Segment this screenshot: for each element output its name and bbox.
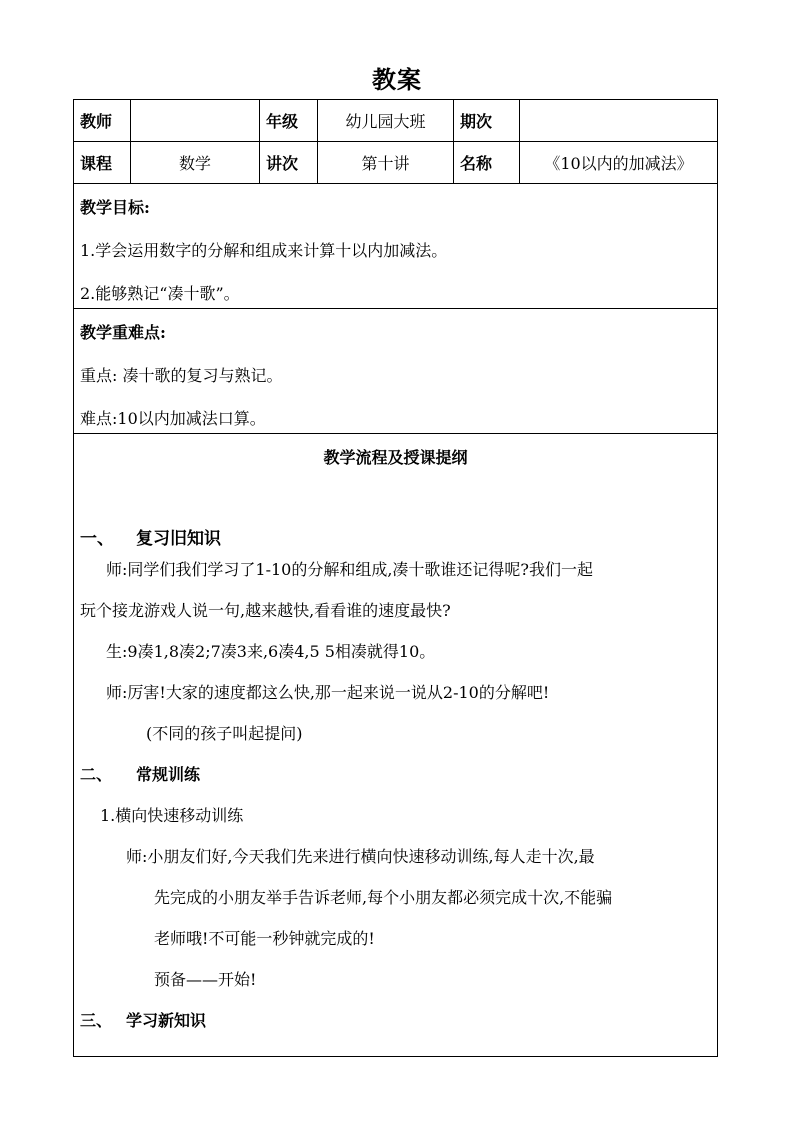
section-number: 三、 [80,1011,113,1030]
section-title: 常规训练 [136,765,201,784]
key-point-item: 难点:10以内加减法口算。 [80,409,266,428]
grade-value: 幼儿园大班 [318,100,454,142]
paragraph-line: 师:小朋友们好,今天我们先来进行横向快速移动训练,每人走十次,最 [126,847,595,866]
key-point-item: 重点: 凑十歌的复习与熟记。 [80,366,283,385]
course-label: 课程 [74,142,131,184]
objectives-cell [74,184,718,309]
section-number: 二、 [80,765,113,784]
objectives-title: 教学目标: [80,198,150,217]
lesson-plan-table [73,99,718,1057]
lecture-value: 第十讲 [318,142,454,184]
section-heading-3 [80,1000,711,1041]
name-label: 名称 [454,142,520,184]
key-points-cell [74,309,718,434]
paragraph-line: 师:同学们我们学习了1-10的分解和组成,凑十歌谁还记得呢?我们一起 [106,560,594,579]
objectives-row [74,184,718,309]
flow-cell [74,434,718,1057]
paragraph-line: 预备——开始! [154,970,257,989]
grade-label: 年级 [260,100,318,142]
header-row-2 [74,142,718,184]
course-value: 数学 [131,142,260,184]
section-title: 复习旧知识 [136,529,221,549]
objective-item: 1.学会运用数字的分解和组成来计算十以内加减法。 [80,241,448,260]
paragraph-line: 先完成的小朋友举手告诉老师,每个小朋友都必须完成十次,不能骗 [154,888,613,907]
paragraph-line: 玩个接龙游戏人说一句,越来越快,看看谁的速度最快? [80,601,451,620]
section-heading-1 [80,524,711,549]
header-row-1 [74,100,718,142]
paragraph-line: 1.横向快速移动训练 [100,806,244,825]
section-heading-2 [80,754,711,795]
key-points-row [74,309,718,434]
period-label: 期次 [454,100,520,142]
document-title: 教案 [372,65,422,94]
key-points-title: 教学重难点: [80,323,166,342]
paragraph-line: (不同的孩子叫起提问) [146,724,303,743]
section-number: 一、 [80,529,114,549]
name-value: 《10以内的加减法》 [520,142,718,184]
teacher-value [131,100,260,142]
objective-item: 2.能够熟记“凑十歌”。 [80,284,240,303]
paragraph-line: 师:厉害!大家的速度都这么快,那一起来说一说从2-10的分解吧! [106,683,550,702]
paragraph-line: 生:9凑1,8凑2;7凑3来,6凑4,5 5相凑就得10。 [106,642,436,661]
teacher-label: 教师 [74,100,131,142]
section-title: 学习新知识 [126,1011,207,1030]
flow-row [74,434,718,1057]
period-value [520,100,718,142]
paragraph-line: 老师哦!不可能一秒钟就完成的! [154,929,375,948]
flow-title: 教学流程及授课提纲 [323,448,468,467]
lecture-label: 讲次 [260,142,318,184]
